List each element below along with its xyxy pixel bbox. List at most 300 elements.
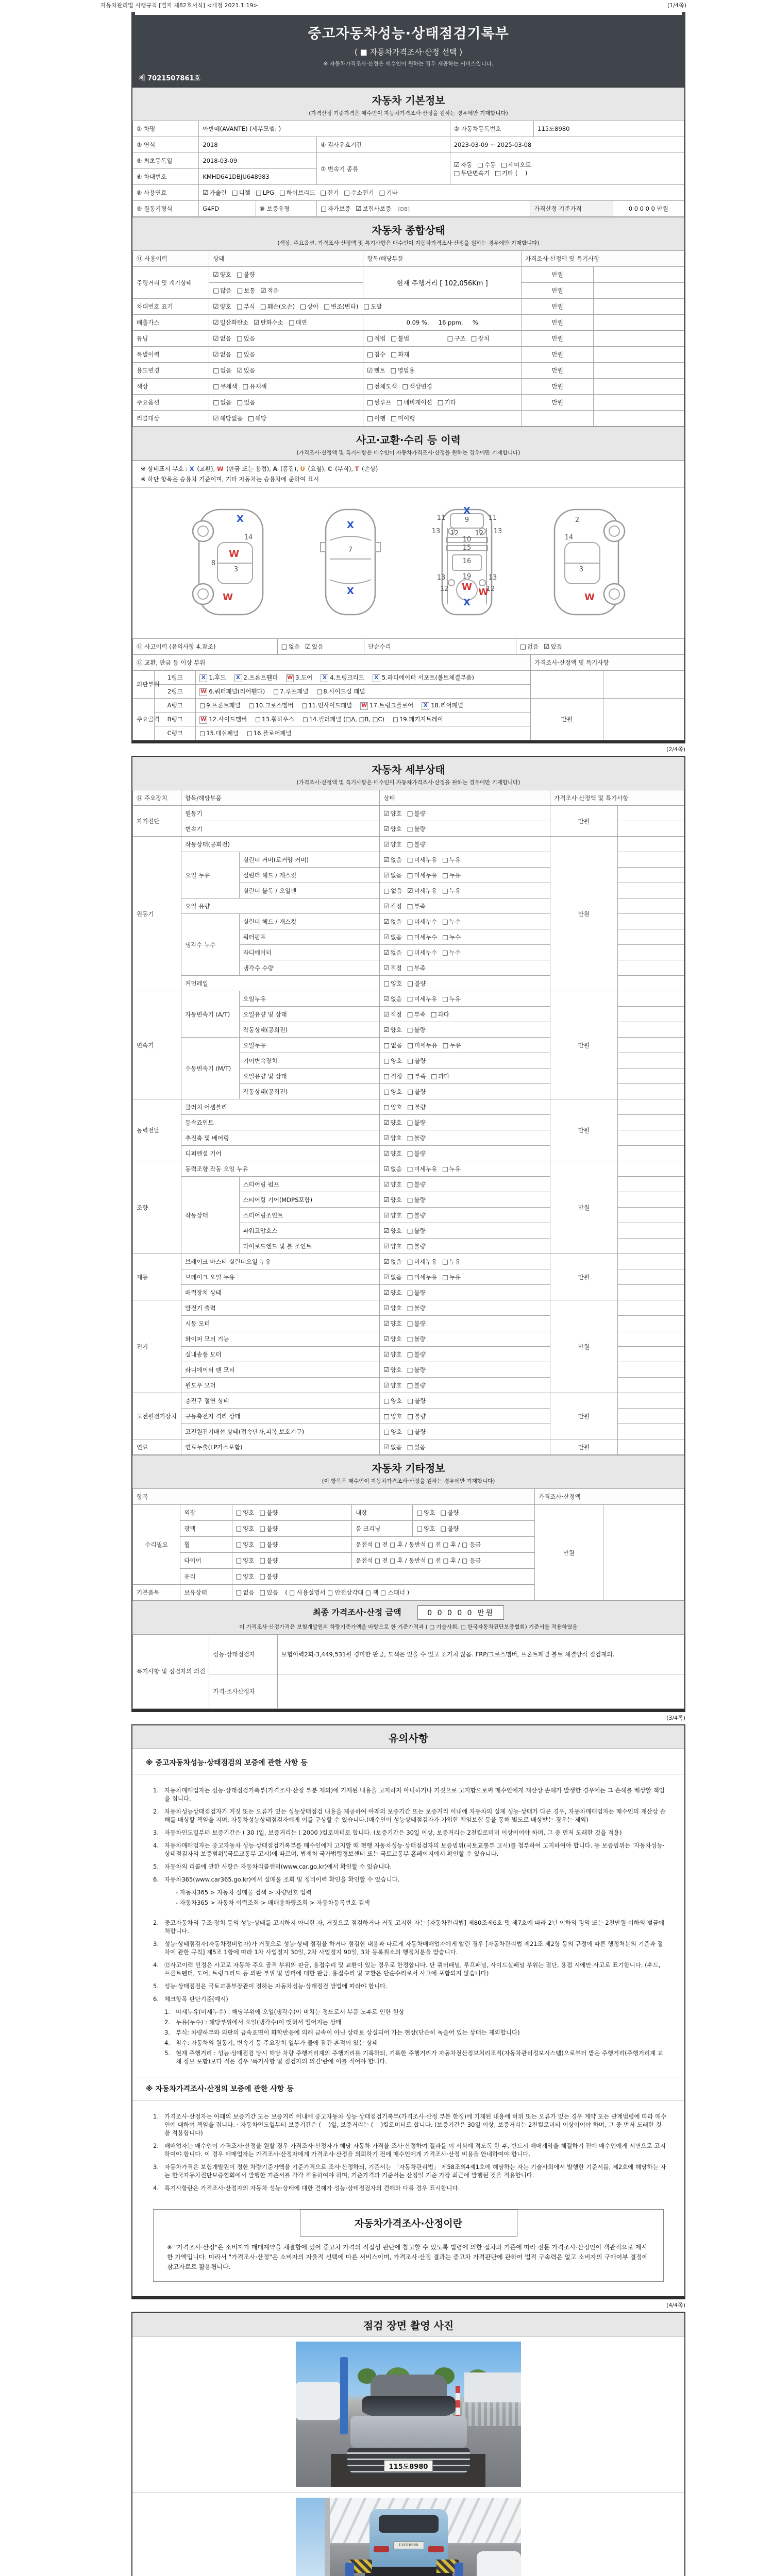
panel-item[interactable]: □ 9.프론트패널 [199,702,241,709]
checkbox-unchecked[interactable]: □ 불량 [407,1133,426,1142]
item-label: 변속기 [181,821,380,837]
basic-info-title: 자동차 기본정보 [372,94,445,107]
overall-title: 자동차 종합상태 [372,224,445,236]
panel-item[interactable]: □ 14.필러패널 (□A, □B, □C) [302,716,385,723]
checkbox-unchecked[interactable]: □ 상이 [300,302,319,310]
checkbox-unchecked[interactable]: □ 부식 [236,302,255,310]
checkbox-unchecked[interactable]: □ 기타 ( ) [495,168,528,177]
checkbox-unchecked[interactable]: □ 불량 [407,824,426,833]
checkbox-checked[interactable]: ☑ 양호 [383,840,402,848]
checkbox-unchecked[interactable]: □ 불량 [259,1556,278,1564]
checkbox-unchecked[interactable]: □ 누수 [442,933,461,941]
checkbox-checked[interactable]: ☑ 양호 [383,1242,402,1250]
panel-item[interactable]: X 1.후드 [199,672,226,683]
overall-section-header [132,217,684,251]
status-options [380,868,550,883]
panel-item[interactable]: X 18.리어패널 [422,700,463,711]
overall-h2: 상태 [209,251,363,267]
tuning-part [363,331,522,347]
overall-table [132,250,684,427]
checkbox-unchecked[interactable]: □ 불량 [259,1524,278,1532]
checkbox-checked[interactable]: ☑ 자동 [453,160,473,168]
recall-label: 리콜대상 [133,411,209,427]
notice-item: 2. 중고자동차의 구조·장치 등의 성능·상태를 고지하지 아니한 자, 거짓으로 점검하거나 거짓 고지한 자는 [자동차관리법] 제80조제6호 및 제7호에 따라 2년 이하의 징역 또는 2천만원 이하의 벌금에 처합니다. [153,1919,664,1935]
rank-price-cell: 만원 [531,699,603,740]
damage-mark-w: W [584,592,595,603]
checkbox-unchecked[interactable]: □ 불량 [407,1288,426,1296]
checkbox-checked[interactable]: ☑ 없음 [213,350,231,358]
status-options [380,1378,550,1393]
checkbox-unchecked[interactable]: □ 디젤 [231,189,250,196]
checkbox-unchecked[interactable]: □ 이행 [367,414,386,422]
silver-mast [325,2498,330,2576]
checkbox-unchecked[interactable]: □ 세미오토 [501,160,531,168]
detail-h2: 항목/해당부품 [181,790,380,806]
detail-note-cell [617,821,684,837]
checkbox-checked[interactable]: ☑ 없음 [383,948,402,956]
damage-mark-x: X [236,514,244,524]
checkbox-unchecked[interactable]: □ 불량 [407,1242,426,1250]
usage-status [209,363,363,379]
detail-note-cell [617,1084,684,1099]
checkbox-unchecked[interactable]: □ 불량 [440,1524,459,1532]
detail-note-cell [617,1331,684,1347]
background-suv [477,2551,521,2576]
panel-item[interactable]: X 2.프론트휀더 [234,672,278,683]
checkbox-unchecked[interactable]: □ 없음 [213,398,232,406]
panel-item[interactable]: □ 7.루프패널 [273,688,309,695]
detail-note-cell [617,806,684,821]
lift-column-right [455,2563,463,2576]
notice-item: 6. 자동차365(www.car365.go.kr)에서 실매물 조회 및 정비이력 확인을 확인할 수 있습니다. [153,1876,400,1883]
checkbox-unchecked[interactable]: □ 있음 [259,1588,278,1596]
other-title: 자동차 기타정보 [372,1462,445,1475]
color-part [363,379,522,395]
checkbox-unchecked[interactable]: □ 도말 [363,302,382,310]
checkbox-unchecked[interactable]: □ 적법 [367,334,386,342]
rank-row [133,699,684,713]
checkbox-unchecked[interactable]: □ 불량 [259,1509,278,1516]
checkbox-checked[interactable]: ☑ 있음 [237,366,255,374]
checkbox-unchecked[interactable]: □ 누유 [442,1257,461,1265]
color-label: 색상 [133,379,209,395]
checkbox-checked[interactable]: ☑ 없음 [383,1164,402,1173]
detail-h3: 상태 [380,790,550,806]
checkbox-unchecked[interactable]: □ 양호 [236,1509,255,1516]
checkbox-unchecked[interactable]: □ 불량 [407,1396,426,1404]
detail-note-cell [617,1099,684,1115]
checkbox-unchecked[interactable]: □ 수소전기 [344,189,374,196]
checkbox-checked[interactable]: ☑ 양호 [383,1288,402,1296]
panel-item[interactable]: □ 8.사이드실 패널 [316,688,365,695]
notice-item: 6. 체크항목 판단기준(예시) [153,1995,228,2003]
checkbox-unchecked[interactable]: □ 부족 [407,902,426,910]
checkbox-unchecked[interactable]: □ 양호 [236,1572,255,1580]
checkbox-unchecked[interactable]: □ 미세누유 [407,855,437,863]
checkbox-checked[interactable]: ☑ 없음 [383,1257,402,1265]
checkbox-checked[interactable]: ☑ 양호 [383,1211,402,1219]
checkbox-unchecked[interactable]: □ 미세누유 [407,994,437,1003]
checkbox-unchecked[interactable]: □ 불량 [236,270,255,278]
panel-number: 7 [348,546,352,554]
checkbox-unchecked[interactable]: □ 과다 [431,1072,450,1080]
damage-mark-x: X [346,586,354,597]
status-options [380,1239,550,1254]
checkbox-unchecked[interactable]: □ 불량 [259,1540,278,1548]
checkbox-unchecked[interactable]: □ 전기 [320,189,339,196]
checkbox-unchecked[interactable]: □ 과다 [430,1010,449,1018]
checkbox-unchecked[interactable]: □ 미세누유 [407,1041,438,1049]
checkbox-unchecked[interactable]: □ 양호 [236,1540,255,1548]
checkbox-unchecked[interactable]: □ 누수 [442,948,461,956]
checkbox-unchecked[interactable]: □ 불량 [407,1381,426,1389]
checkbox-checked[interactable]: ☑ 양호 [383,1180,402,1188]
checkbox-unchecked[interactable]: □ 네비게이션 [396,398,432,406]
checkbox-unchecked[interactable]: □ 부족 [407,1010,426,1018]
checkbox-unchecked[interactable]: □ 하이브리드 [279,189,315,196]
checkbox-unchecked[interactable]: □ 미세누수 [407,933,437,941]
checkbox-unchecked[interactable]: □ 없음 [213,366,232,374]
checkbox-unchecked[interactable]: □ 수동 [477,160,496,168]
checkbox-unchecked[interactable]: □ 구조 [447,334,466,342]
item-label: 오일누유 [239,991,380,1007]
item-label: 오일유량 및 상태 [239,1007,380,1022]
checkbox-unchecked[interactable]: □ 불량 [407,1087,426,1095]
status-options [380,914,550,929]
status-options [380,1300,550,1316]
notices-section-header [132,1725,684,1749]
checkbox-unchecked[interactable]: □ 누수 [442,917,461,925]
checkbox-unchecked[interactable]: □ 불량 [407,1334,426,1343]
checkbox-unchecked[interactable]: □ 불량 [407,1211,426,1219]
checkbox-unchecked[interactable]: □ 매연 [288,318,307,326]
checkbox-checked[interactable]: ☑ 보험사보증 [356,205,391,212]
checkbox-unchecked[interactable]: □ 해당 [248,414,267,422]
panel-number: 11 [488,514,497,522]
detail-note-cell [617,868,684,883]
checkbox-unchecked[interactable]: □ 있음 [407,1443,426,1451]
checkbox-checked[interactable]: ☑ 없음 [383,994,402,1003]
notice-subitem: 5. 현재 주행거리 : 성능·상태점검 당시 해당 차량 주행거리계의 주행거리를 기록하되, 기록한 주행거리가 자동차전산정보처리조직(자동차관리정보시스템)으로부터 받은 주행거리(주행거리계 교체 정보 포함)보다 적은 경우 '특기사항 및 점검자의 의견'란에 이를 적어야 합니다. [164,2049,663,2065]
checkbox-unchecked[interactable]: □ 불량 [259,1572,278,1580]
checkbox-unchecked[interactable]: □ 무채색 [213,382,238,390]
panel-number: 15 [462,544,471,552]
panel-number: 2 [575,516,579,524]
detail-subtitle: (가격조사·산정액 및 특기사항은 매수인이 자동차가격조사·산정을 원하는 경우에만 기재합니다) [296,779,520,786]
notice-item: 2. 자동차성능상태점검자가 거짓 또는 오류가 있는 성능상태점검 내용을 제공하여 아래의 보증기간 또는 보증거리 이내에 자동차의 실제 성능·상태가 다른 경우, 자동차매매업자는 매수인의 재산상 손해를 배상할 책임을 지며, 자동차성능상태점검자에게 이를 구상할 수 있습니다.(매수인이 성능상태점검자가 가입한 책임보험 등을 통해 별도로 배상받는 경우는 제외) [153,1808,666,1823]
basic-info-table-2 [132,200,684,217]
transmission-options-line1 [454,161,680,169]
checkbox-checked[interactable]: ☑ 있음 [305,642,324,650]
background-van [296,2382,340,2420]
checkbox-unchecked[interactable]: □ 없음 [383,886,402,894]
checkbox-checked[interactable]: ☑ 양호 [383,1381,402,1389]
checkbox-checked[interactable]: ☑ 양호 [383,1226,402,1234]
checkbox-checked[interactable]: ☑ 없음 [383,933,402,941]
checkbox-unchecked[interactable]: □ 불량 [407,809,426,817]
checkbox-unchecked[interactable]: □ 썬루프 [367,398,392,406]
notices-title: 유의사항 [388,1732,429,1744]
checkbox-checked[interactable]: ☑ 없음 [383,855,402,863]
checkbox-checked[interactable]: ☑ 양호 [383,1118,402,1126]
checkbox-checked[interactable]: ☑ 양호 [383,1334,402,1343]
checkbox-unchecked[interactable]: □ LPG [255,189,274,196]
option-status [209,395,363,411]
checkbox-unchecked[interactable]: □ 많음 [213,286,232,294]
repair-group-label: 수리필요 [133,1505,180,1585]
price-notice-list [132,2100,684,2201]
checkbox-unchecked[interactable]: □ 불량 [407,1149,426,1157]
checkbox-checked[interactable]: ☑ 양호 [383,1319,402,1327]
item-label: 스티어링 펌프 [239,1177,380,1192]
checkbox-unchecked[interactable]: □ 양호 [236,1556,255,1564]
checkbox-unchecked[interactable]: □ 양호 [383,1427,402,1435]
checkbox-unchecked[interactable]: □ 양호 [383,1087,402,1095]
panel-item[interactable]: □ 16.플로어패널 [246,730,292,737]
checkbox-unchecked[interactable]: □ 누유 [442,855,461,863]
checkbox-unchecked[interactable]: □ 불량 [407,1180,426,1188]
top-reference-line [0,0,773,9]
basic-info-section-header [132,88,684,121]
checkbox-checked[interactable]: ☑ 양호 [383,1195,402,1204]
checkbox-checked[interactable]: ☑ 양호 [383,1365,402,1374]
checkbox-unchecked[interactable]: □ 자가보증 [320,205,351,212]
polish-label: 광택 [180,1521,232,1537]
checkbox-checked[interactable]: ☑ 적음 [260,286,279,294]
form-header [131,12,685,87]
detail-note-cell [617,1069,684,1084]
checkbox-unchecked[interactable]: □ 누유 [442,886,461,894]
panel-item[interactable]: □ 11.인사이드패널 [301,702,352,709]
checkbox-unchecked[interactable]: □ 유채색 [242,382,267,390]
detail-note-cell [617,883,684,899]
checkbox-checked[interactable]: ☑ 양호 [383,1025,402,1033]
detail-note-cell [617,852,684,868]
item-label: 작동상태(공회전) [239,1084,380,1099]
panel-item[interactable]: □ 13.휠하우스 [255,716,294,723]
panel-item[interactable]: W 12.사이드멤버 [200,716,247,723]
checkbox-checked[interactable]: ☑ 없음 [213,334,231,342]
checkbox-unchecked[interactable]: □ 불량 [407,1195,426,1204]
checkbox-checked[interactable]: ☑ 적정 [383,963,402,972]
car-hood [350,2416,467,2450]
checkbox-unchecked[interactable]: □ 화재 [391,350,410,358]
panel-item[interactable]: W 3.도어 [287,674,313,681]
overall-h3: 항목/해당부품 [363,251,522,267]
checkbox-unchecked[interactable]: □ 없음 [383,1041,402,1049]
checkbox-checked[interactable]: ☑ 있음 [544,642,562,650]
legend-desc: (요철), [306,465,328,472]
detail-note-cell [617,899,684,914]
checkbox-unchecked[interactable]: □ 불량 [407,1350,426,1358]
checkbox-unchecked[interactable]: □ 미세누유 [407,1257,437,1265]
checkbox-unchecked[interactable]: □ 미세누수 [407,948,437,956]
detail-note-cell [617,960,684,976]
checkbox-checked[interactable]: ☑ 렌트 [367,366,385,374]
item-label: 구동축전지 격리 상태 [181,1409,380,1424]
checkbox-checked[interactable]: ☑ 미세누유 [407,886,437,894]
checkbox-unchecked[interactable]: □ 미세누수 [407,917,437,925]
checkbox-unchecked[interactable]: □ 적정 [383,1072,402,1080]
checkbox-unchecked[interactable]: □ 미이행 [391,414,415,422]
checkbox-unchecked[interactable]: □ 없음 [236,1588,255,1596]
checkbox-unchecked[interactable]: □ 불량 [407,1365,426,1374]
panel-number: 13 [493,528,502,535]
detail-note-cell [617,1208,684,1223]
checkbox-unchecked[interactable]: □ 미세누유 [407,1164,437,1173]
checkbox-checked[interactable]: ☑ 양호 [383,1133,402,1142]
checkbox-unchecked[interactable]: □ 양호 [383,1056,402,1064]
checkbox-unchecked[interactable]: □ 영업용 [390,366,415,374]
checkbox-unchecked[interactable]: □ 있음 [237,398,256,406]
checkbox-checked[interactable]: ☑ 양호 [383,824,402,833]
checkbox-checked[interactable]: ☑ 양호 [383,1149,402,1157]
checkbox-unchecked[interactable]: □ 양호 [383,1103,402,1111]
checkbox-unchecked[interactable]: □ 없음 [520,642,539,650]
item-label: 기어변속장치 [239,1053,380,1069]
basic-info-subtitle: (가격산정 기준가격은 매수인이 자동차가격조사·산정을 원하는 경우에만 기재합니다) [309,110,508,116]
checkbox-unchecked[interactable]: □ 불량 [407,1118,426,1126]
detail-note-cell [617,1409,684,1424]
panel-item[interactable]: □ 10.크로스멤버 [248,702,294,709]
checkbox-unchecked[interactable]: □ 미세누유 [407,871,437,879]
panel-item[interactable]: □ 19.패키지트레이 [393,716,443,723]
checkbox-unchecked[interactable]: □ 훼손(오손) [260,302,295,310]
tire-label: 타이어 [180,1553,232,1569]
panel-item[interactable]: X 5.라디에이터 서포트(볼트체결부품) [373,672,474,683]
item-label: 배력장치 상태 [181,1285,380,1300]
panel-item[interactable]: W 17.트렁크플로어 [361,702,414,709]
checkbox-unchecked[interactable]: □ 없음 [281,642,300,650]
status-options [380,1362,550,1378]
detail-note-cell [617,1192,684,1208]
checkbox-unchecked[interactable]: □ 불량 [407,1056,426,1064]
checkbox-unchecked[interactable]: □ 부족 [407,963,426,972]
checkbox-unchecked[interactable]: □ 색상변경 [402,382,432,390]
checkbox-checked[interactable]: ☑ 적정 [383,902,402,910]
checkbox-unchecked[interactable]: □ 무단변속기 [453,168,490,177]
checkbox-unchecked[interactable]: □ 침수 [367,350,386,358]
panel-item[interactable]: □ 15.대쉬패널 [199,730,239,737]
checkbox-checked[interactable]: ☑ 탄화수소 [254,318,283,326]
item-label: 오일누유 [239,1038,380,1053]
rank-price-cell [531,671,603,699]
inspection-photo-underbody [296,2498,521,2576]
checkbox-unchecked[interactable]: □ 불량 [407,1226,426,1234]
checkbox-unchecked[interactable]: □ 누유 [442,994,461,1003]
checkbox-unchecked[interactable]: □ 있음 [236,334,255,342]
checkbox-unchecked[interactable]: □ 양호 [383,979,402,987]
vin-mark-status [209,299,522,315]
item-label: 동력조향 작동 오일 누유 [181,1161,380,1177]
checkbox-checked[interactable]: ☑ 적정 [383,1010,402,1018]
color-status [209,379,363,395]
checkbox-unchecked[interactable]: □ 불량 [407,1319,426,1327]
device-group-label: 고전원전기장치 [133,1393,181,1439]
checkbox-unchecked[interactable]: □ 불량 [407,1025,426,1033]
checkbox-unchecked[interactable]: □ 불량 [407,979,426,987]
checkbox-checked[interactable]: ☑ 양호 [213,302,231,310]
checkbox-unchecked[interactable]: □ 양호 [416,1524,435,1532]
checkbox-unchecked[interactable]: □ 기타 [379,189,398,196]
checkbox-checked[interactable]: ☑ 양호 [383,1350,402,1358]
checkbox-unchecked[interactable]: □ 불법 [391,334,410,342]
item-label: 발전기 출력 [181,1300,380,1316]
checkbox-checked[interactable]: ☑ 없음 [383,1273,402,1281]
checkbox-unchecked[interactable]: □ 전체도색 [367,382,397,390]
checkbox-unchecked[interactable]: □ 장치 [470,334,490,342]
panel-price-header: 가격조사·산정액 및 특기사항 [531,655,684,671]
checkbox-unchecked[interactable]: □ 불량 [407,840,426,848]
checkbox-unchecked[interactable]: □ 부족 [407,1072,426,1080]
checkbox-unchecked[interactable]: □ 양호 [236,1524,255,1532]
device-group-label: 원동기 [133,837,181,991]
checkbox-checked[interactable]: ☑ 양호 [383,1303,402,1312]
checkbox-checked[interactable]: ☑ 가솔린 [203,189,227,196]
detail-note-cell [617,976,684,991]
item-label: 추진축 및 베어링 [181,1130,380,1146]
checkbox-unchecked[interactable]: □ 있음 [236,350,255,358]
notice-item: 4. ⑫사고이력 인정은 사고로 자동차 주요 골격 부위의 판금, 용접수리 및 교환이 있는 경우로 한정합니다. 단 쿼터패널, 루프패널, 사이드실패널 부위는 절단, 용접 시에만 사고로 표기합니다. (후드, 프론트펜더, 도어, 트렁크리드 등 외판 부위 및 범퍼에 대한 판금, 용접수리 및 교환은 단순수리로서 사고에 포함되지 않습니다) [153,1961,661,1977]
detail-note-cell [617,1316,684,1331]
form-reference: 자동차관리법 시행규칙 [별지 제82호서식] <개정 2021.1.19> [100,2,258,9]
checkbox-checked[interactable]: ☑ 해당없음 [213,414,243,422]
checkbox-checked[interactable]: ☑ 없음 [383,1443,402,1451]
checkbox-checked[interactable]: ☑ 일산화탄소 [213,318,249,326]
item-label: 디퍼렌셜 기어 [181,1146,380,1161]
status-options [380,1208,550,1223]
car-diagram-top [299,493,402,631]
checkbox-checked[interactable]: ☑ 양호 [383,809,402,817]
checkbox-unchecked[interactable]: □ 불량 [407,1303,426,1312]
reg-no-value: 115도8980 [534,121,684,137]
checkbox-unchecked[interactable]: □ 누유 [442,871,461,879]
notice-subitem: 4. 침수: 자동차의 원동기, 변속기 등 주요장치 일부가 물에 잠긴 흔적이 있는 상태 [164,2039,378,2046]
panel-item[interactable]: X 4.트렁크리드 [321,672,364,683]
checkbox-unchecked[interactable]: □ 누유 [442,1041,461,1049]
item-label: 와이퍼 모터 기능 [181,1331,380,1347]
wheel-label: 휠 [180,1537,232,1553]
inspector-opinion: 보험이력2회-3,449,531원 경미한 판금, 도색은 있을 수 있고 표기치 않음. FRP/크로스멤버, 프론트패널 볼트 체결방식 점검제외. [277,1635,684,1674]
warranty-notice-list [132,1774,684,1913]
checkbox-unchecked[interactable]: □ 양호 [383,1412,402,1420]
checkbox-unchecked[interactable]: □ 불량 [407,1103,426,1111]
checkbox-unchecked[interactable]: □ 미세누유 [407,1273,437,1281]
car-diagram-bottom [415,493,518,631]
item-label: 시동 모터 [181,1316,380,1331]
accident-title: 사고·교환·수리 등 이력 [356,434,461,446]
photo-wrap-2 [132,2493,684,2576]
checkbox-unchecked[interactable]: □ 양호 [383,1396,402,1404]
checkbox-unchecked[interactable]: □ 기타 [437,398,456,406]
checkbox-checked[interactable]: ☑ 양호 [213,270,231,278]
rank-items [196,726,531,740]
panel-item[interactable]: W 6.쿼터패널(리어휀다) [200,688,265,695]
checkbox-unchecked[interactable]: □ 양호 [416,1509,435,1516]
checkbox-unchecked[interactable]: □ 불량 [407,1412,426,1420]
checkbox-unchecked[interactable]: □ 변조(변타) [324,302,359,310]
detail-note-cell [617,1053,684,1069]
detail-price-cell: 만원 [550,1439,617,1455]
checkbox-checked[interactable]: ☑ 없음 [383,917,402,925]
checkbox-unchecked[interactable]: □ 불량 [440,1509,459,1516]
checkbox-unchecked[interactable]: □ 누유 [442,1273,461,1281]
checkbox-unchecked[interactable]: □ 불량 [407,1427,426,1435]
checkbox-unchecked[interactable]: □ 보통 [237,286,256,294]
item-label: 작동상태(공회전) [181,837,380,852]
checkbox-unchecked[interactable]: □ 누유 [442,1164,461,1173]
checkbox-checked[interactable]: ☑ 없음 [383,871,402,879]
